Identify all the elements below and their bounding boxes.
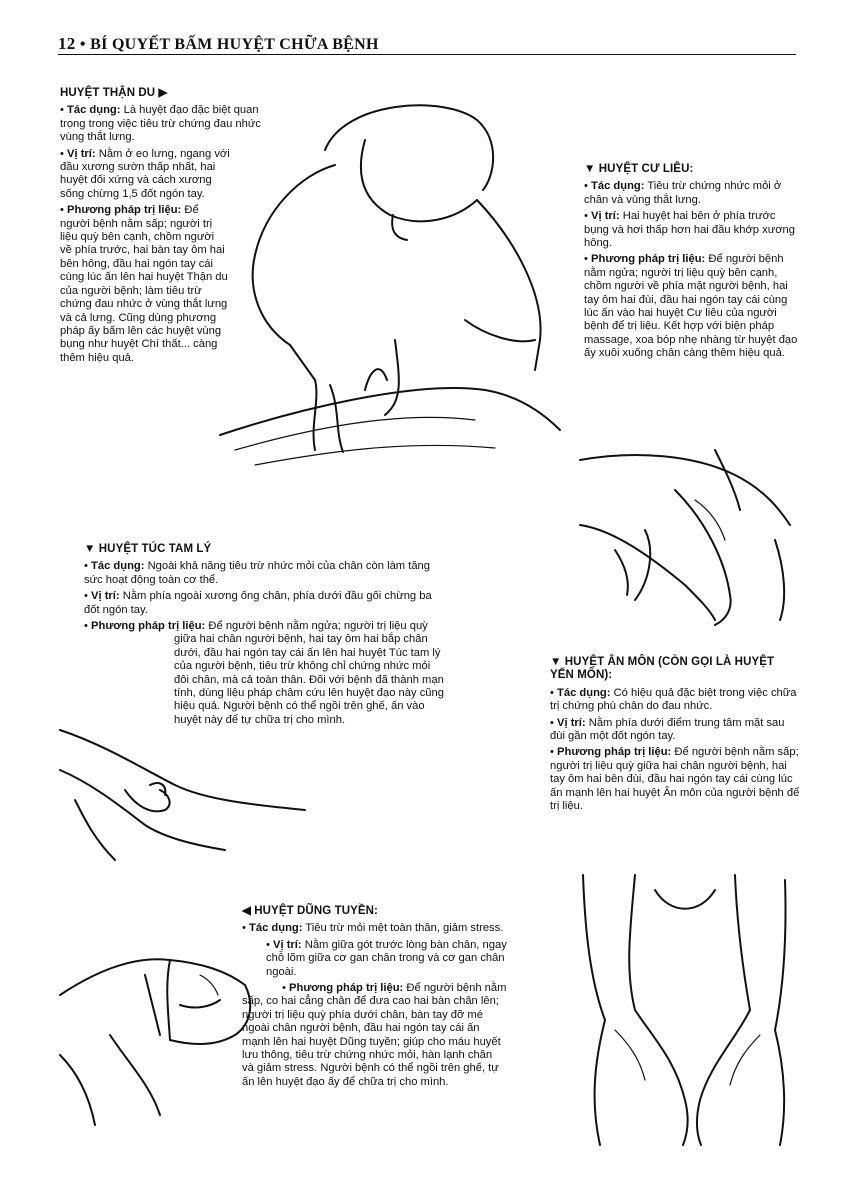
section-cu-lieu [584,163,798,364]
illustration-dung-tuyen [50,915,265,1130]
page-header [58,34,796,55]
location-label: Vị trí: [591,210,620,223]
method-paragraph: • Phương pháp trị liệu: Để người bệnh nằm sấp, co hai cẳng chân để đưa cao hai bàn chân lên; người trị liệu quỳ phía dưới chân, bàn tay đỡ mé ngoài chân người bệnh, đầu hai ngón tay cái ấn mạnh lên hai huyệt Dũng tuyền; giúp cho máu huyết lưu thông, tiêu trừ chứng nhức mỏi, hàn lạnh chân và giảm stress. Người bệnh có thể ngồi trên ghế, tự ấn lên huyệt đạo ấy để chữa trị cho mình. [242,982,507,1088]
location-text: Hai huyệt hai bên ở phía trước bụng và hơi thấp hơn hai đầu khớp xương hông. [584,210,796,250]
effect-paragraph: • Tác dụng: Ngoài khả năng tiêu trừ nhức mỏi của chân còn làm tăng sức hoạt động toàn cơ thể. [84,560,430,586]
location-text: Nằm phía ngoài xương ống chân, phía dưới đầu gối chừng ba đốt ngón tay. [84,590,432,616]
method-label: Phương pháp trị liệu: [557,746,672,759]
effect-label: Tác dụng: [91,560,145,573]
leg-press-drawing [55,690,335,870]
book-title: BÍ QUYẾT BẤM HUYỆT CHỮA BỆNH [90,36,379,53]
section-title: ▼ HUYỆT ÂN MÔN (CÒN GỌI LÀ HUYỆT YẾN MÔN): [550,656,775,682]
effect-label: Tác dụng: [557,686,611,699]
effect-text: Tiêu trừ chứng nhức mỏi ở chân và vùng thắt lưng. [584,180,782,206]
section-dung-tuyen [242,905,507,1092]
method-paragraph: • Phương pháp trị liệu: Để người bệnh nằm ngửa; người trị liệu quỳ bên cạnh, chồm người về phía mặt người bệnh, hai tay ôm hai đùi, đầu hai ngón tay cái cùng lúc ấn vào hai huyệt Cư liêu của người bệnh để trị liệu. Kết hợp với biện pháp massage, xoa bóp nhẹ nhàng từ huyệt đạo ấy xuôi xuống chân càng thêm hiệu quả. [584,253,798,360]
location-text: Nằm giữa gót trước lòng bàn chân, ngay chỗ lõm giữa cơ gan chân trong và cơ gan chân ngoài. [266,938,507,978]
effect-label: Tác dụng: [591,180,645,193]
illustration-cu-lieu [575,430,797,630]
effect-paragraph: • Tác dụng: Có hiệu quả đặc biệt trong việc chữa trị chứng phù chân do đau nhức. [550,686,797,713]
effect-paragraph: • Tác dụng: Tiêu trừ mỏi mệt toàn thân, giảm stress. [242,922,504,935]
location-paragraph: • Vị trí: Hai huyệt hai bên ở phía trước bụng và hơi thấp hơn hai đầu khớp xương hông. [584,210,796,250]
effect-paragraph: • Tác dụng: Là huyệt đạo đặc biệt quan trọng trong việc tiêu trừ chứng đau nhức vùng thắt lưng. [60,104,261,144]
header-bullet: • [79,36,86,53]
location-paragraph: • Vị trí: Nằm phía ngoài xương ống chân, phía dưới đầu gối chừng ba đốt ngón tay. [84,590,432,616]
method-text: Để người bệnh nằm sấp, co hai cẳng chân để đưa cao hai bàn chân lên; người trị liệu quỳ phía dưới chân, bàn tay đỡ mé ngoài chân người bệnh, đầu hai ngón tay cái ấn mạnh lên hai huyệt Dũng tuyền; giúp cho máu huyết lưu thông, tiêu trừ chứng nhức mỏi, hàn lạnh chân và giảm stress. Người bệnh có thể ngồi trên ghế, tự ấn lên huyệt đạo ấy để chữa trị cho mình. [242,982,507,1088]
method-text: Để người bệnh nằm ngửa; người trị liệu quỳ giữa hai chân người bệnh, hai tay ôm hai bắp chân dưới, đầu hai ngón tay cái ấn lên hai huyệt Túc tam lý của người bệnh, tiêu trừ không chỉ chứng nhức mỏi đôi chân, mà cả toàn thân. Đối với bệnh đã thành mạn tính, dùng liệu pháp châm cứu lên huyệt đạo này cũng hiệu quả. Người bệnh có thể ngồi trên ghế, ấn vào huyệt này để tự chữa trị cho mình. [174,620,444,726]
location-text: Nằm phía dưới điểm trung tâm mặt sau đùi gần một đốt ngón tay. [550,716,785,743]
method-label: Phương pháp trị liệu: [289,982,404,995]
section-title: ▼ HUYỆT TÚC TAM LÝ [84,543,212,555]
effect-paragraph: • Tác dụng: Tiêu trừ chứng nhức mỏi ở chân và vùng thắt lưng. [584,180,782,206]
location-text: Nằm ở eo lưng, ngang với đầu xương sườn thấp nhất, hai huyệt đối xứng và cách xương sống chừng 1,5 đốt ngón tay. [60,147,230,200]
effect-label: Tác dụng: [249,922,303,935]
effect-text: Có hiệu quả đặc biệt trong việc chữa trị chứng phù chân do đau nhức. [550,686,797,713]
illustration-tuc-tam-ly [55,690,335,870]
page-number: 12 [58,34,76,53]
illustration-than-du [215,80,570,470]
effect-text: Ngoài khả năng tiêu trừ nhức mỏi của chân còn làm tăng sức hoạt động toàn cơ thể. [84,560,430,586]
section-title: HUYỆT THẬN DU ▶ [60,87,168,99]
location-paragraph: • Vị trí: Nằm phía dưới điểm trung tâm mặt sau đùi gần một đốt ngón tay. [550,716,785,743]
effect-text: Là huyệt đạo đặc biệt quan trọng trong việc tiêu trừ chứng đau nhức vùng thắt lưng. [60,104,261,144]
section-an-mon [550,656,800,816]
hip-press-drawing [575,430,797,630]
section-title: ◀ HUYỆT DŨNG TUYỀN: [242,905,378,917]
method-paragraph: • Phương pháp trị liệu: Để người bệnh nằm sấp; người trị liệu quỳ bên cạnh, chồm người về phía trước, hai bàn tay ôm hai bên hông, đầu hai ngón tay cái cùng lúc ấn lên hai huyệt Thận du của người bệnh; làm tiêu trừ chứng đau nhức ở vùng thắt lưng và cả lưng. Cũng dùng phương pháp ấy bấm lên các huyệt vùng bụng như huyệt Chí thất... càng thêm hiệu quả. [60,204,228,364]
method-text: Để người bệnh nằm sấp; người trị liệu quỳ giữa hai chân người bệnh, hai tay ôm hai bên đùi, đầu hai ngón tay cái cùng lúc ấn mạnh lên hai huyệt Ân môn của người bệnh để trị liệu. [550,746,800,813]
method-paragraph: • Phương pháp trị liệu: Để người bệnh nằm ngửa; người trị liệu quỳ giữa hai chân người bệnh, hai tay ôm hai bắp chân dưới, đầu hai ngón tay cái ấn lên hai huyệt Túc tam lý của người bệnh, tiêu trừ không chỉ chứng nhức mỏi đôi chân, mà cả toàn thân. Đối với bệnh đã thành mạn tính, dùng liệu pháp châm cứu lên huyệt đạo này cũng hiệu quả. Người bệnh có thể ngồi trên ghế, ấn vào huyệt này để tự chữa trị cho mình. [84,620,444,726]
location-paragraph: • Vị trí: Nằm ở eo lưng, ngang với đầu xương sườn thấp nhất, hai huyệt đối xứng và cách xương sống chừng 1,5 đốt ngón tay. [60,147,230,200]
method-label: Phương pháp trị liệu: [67,204,182,217]
thigh-press-drawing [575,870,797,1150]
location-paragraph: • Vị trí: Nằm giữa gót trước lòng bàn chân, ngay chỗ lõm giữa cơ gan chân trong và cơ gan chân ngoài. [266,938,507,978]
location-label: Vị trí: [273,938,302,951]
method-label: Phương pháp trị liệu: [591,253,706,266]
effect-text: Tiêu trừ mỏi mệt toàn thân, giảm stress. [305,922,504,935]
location-label: Vị trí: [67,147,96,160]
location-label: Vị trí: [91,590,120,603]
foot-press-drawing [50,915,265,1130]
illustration-an-mon [575,870,797,1150]
effect-label: Tác dụng: [67,104,121,117]
method-paragraph: • Phương pháp trị liệu: Để người bệnh nằm sấp; người trị liệu quỳ giữa hai chân người bệnh, hai tay ôm hai bên đùi, đầu hai ngón tay cái cùng lúc ấn mạnh lên hai huyệt Ân môn của người bệnh để trị liệu. [550,746,800,813]
section-title: ▼ HUYỆT CƯ LIÊU: [584,163,694,175]
therapist-back-press-drawing [215,80,570,470]
location-label: Vị trí: [557,716,586,729]
method-label: Phương pháp trị liệu: [91,620,206,633]
method-text: Để người bệnh nằm ngửa; người trị liệu quỳ bên cạnh, chồm người về phía mặt người bệnh, hai tay ôm hai đùi, đầu hai ngón tay cái cùng lúc ấn vào hai huyệt Cư liêu của người bệnh để trị liệu. Kết hợp với biện pháp massage, xoa bóp nhẹ nhàng từ huyệt đạo ấy xuôi xuống chân càng thêm hiệu quả. [584,253,798,360]
method-text: Để người bệnh nằm sấp; người trị liệu quỳ bên cạnh, chồm người về phía trước, hai bàn tay ôm hai bên hông, đầu hai ngón tay cái cùng lúc ấn lên hai huyệt Thận du của người bệnh; làm tiêu trừ chứng đau nhức ở vùng thắt lưng và cả lưng. Cũng dùng phương pháp ấy bấm lên các huyệt vùng bụng như huyệt Chí thất... càng thêm hiệu quả. [60,204,228,364]
